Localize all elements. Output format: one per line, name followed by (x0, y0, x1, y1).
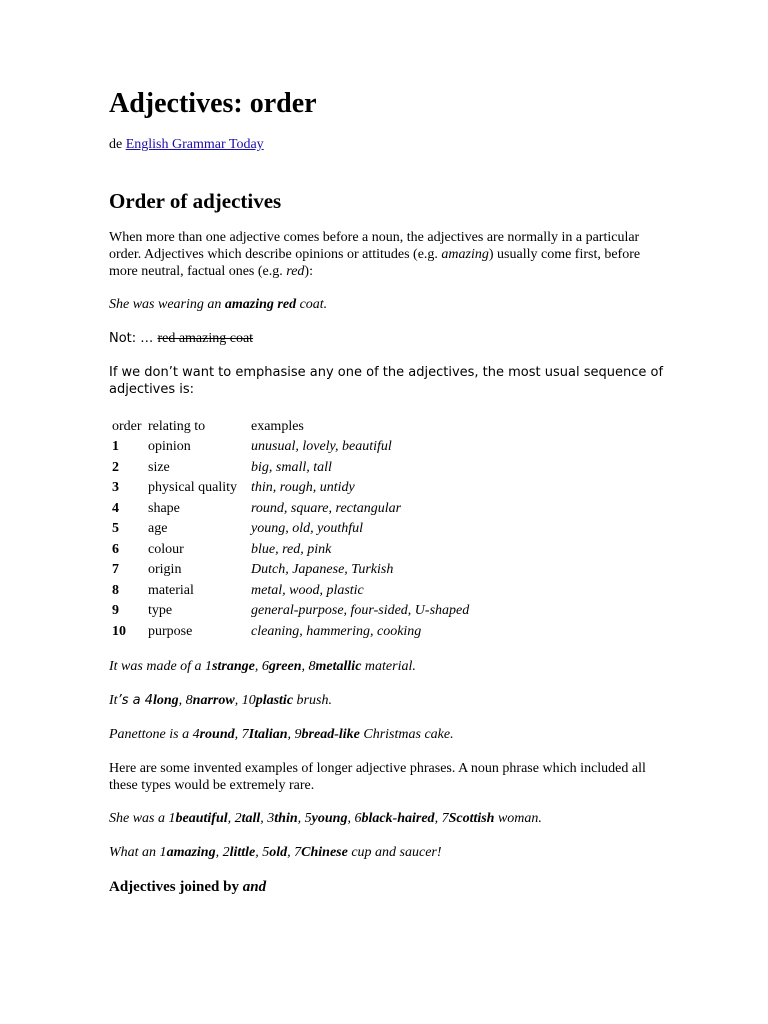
row-number: 9 (112, 603, 119, 619)
row-number: 6 (112, 541, 119, 557)
table-row (110, 601, 471, 622)
example-sentence-6: What an 1amazing, 2little, 5old, 7Chinese cup and saucer! (109, 845, 442, 860)
table-row (110, 539, 471, 560)
struck-example: red amazing coat (157, 331, 254, 346)
header-order: order (112, 418, 142, 434)
row-number: 7 (112, 562, 119, 578)
row-relating: opinion (148, 439, 191, 455)
table-row (110, 621, 471, 642)
longer-phrases-intro: Here are some invented examples of longer adjective phrases. A noun phrase which included all these types would be extremely rare. (109, 761, 646, 793)
row-examples: big, small, tall (251, 459, 332, 475)
row-number: 5 (112, 521, 119, 537)
row-examples: unusual, lovely, beautiful (251, 439, 392, 455)
table-row (110, 560, 471, 581)
header-examples: examples (251, 418, 304, 434)
row-relating: shape (148, 500, 180, 516)
example-sentence-3: It’s a 4long, 8narrow, 10plastic brush. (109, 693, 332, 708)
table-row (110, 498, 471, 519)
subheading-em: and (242, 879, 267, 895)
table-row (110, 580, 471, 601)
table-row (110, 437, 471, 458)
row-number: 8 (112, 582, 119, 598)
table-row (110, 457, 471, 478)
row-relating: purpose (148, 623, 193, 639)
intro-em-1: amazing (441, 247, 489, 262)
source-line (109, 136, 264, 154)
adjective-order-table (110, 416, 471, 642)
not-label: Not (109, 331, 132, 346)
row-examples: cleaning, hammering, cooking (251, 623, 422, 639)
row-number: 2 (112, 459, 119, 475)
row-relating: age (148, 521, 168, 537)
page-title: Adjectives: order (109, 88, 317, 119)
row-examples: Dutch, Japanese, Turkish (251, 562, 394, 578)
intro-paragraph (109, 229, 669, 280)
source-link[interactable]: English Grammar Today (125, 137, 264, 152)
example1-bold: amazing red (224, 297, 297, 312)
row-examples: general-purpose, four-sided, U-shaped (251, 603, 470, 619)
example1-post: coat. (296, 297, 328, 312)
not-sep: : … (131, 331, 158, 346)
row-number: 4 (112, 500, 119, 516)
not-example (109, 330, 253, 347)
example-sentence-5: She was a 1beautiful, 2tall, 3thin, 5young, 6black-haired, 7Scottish woman. (109, 811, 542, 826)
section-heading: Order of adjectives (109, 189, 282, 213)
row-examples: thin, rough, untidy (251, 480, 355, 496)
intro-text-2: ) usually come first, before more neutral, factual ones (e.g. (109, 247, 641, 279)
example-sentence-4: Panettone is a 4round, 7Italian, 9bread-like Christmas cake. (109, 727, 454, 742)
header-relating: relating to (148, 418, 206, 434)
example-sentence-2: It was made of a 1strange, 6green, 8metallic material. (109, 659, 416, 674)
table-row (110, 478, 471, 499)
subheading-adjectives-joined (109, 877, 266, 897)
row-number: 10 (112, 623, 126, 639)
example-sentence-1 (109, 296, 327, 313)
row-examples: blue, red, pink (251, 541, 332, 557)
row-relating: origin (148, 562, 182, 578)
row-number: 1 (112, 439, 119, 455)
table-header-row (110, 416, 471, 437)
row-relating: physical quality (148, 480, 238, 496)
row-examples: young, old, youthful (251, 521, 363, 537)
table-row (110, 519, 471, 540)
row-examples: round, square, rectangular (251, 500, 402, 516)
row-relating: material (148, 582, 194, 598)
example1-pre: She was wearing an (109, 297, 225, 312)
row-examples: metal, wood, plastic (251, 582, 364, 598)
row-relating: colour (148, 541, 184, 557)
row-relating: size (148, 459, 170, 475)
subheading-text: Adjectives joined by (109, 879, 243, 895)
row-number: 3 (112, 480, 119, 496)
intro-text-1: When more than one adjective comes before a noun, the adjectives are normally in a particular order. Adjectives which describe opinions or attitudes (e.g. (109, 230, 640, 262)
intro-em-2: red (286, 264, 305, 279)
source-prefix: de (109, 137, 126, 152)
intro-text-3: ): (304, 264, 313, 279)
row-relating: type (148, 603, 173, 619)
sequence-intro: If we don’t want to emphasise any one of the adjectives, the most usual sequence of adjectives is: (109, 365, 664, 397)
